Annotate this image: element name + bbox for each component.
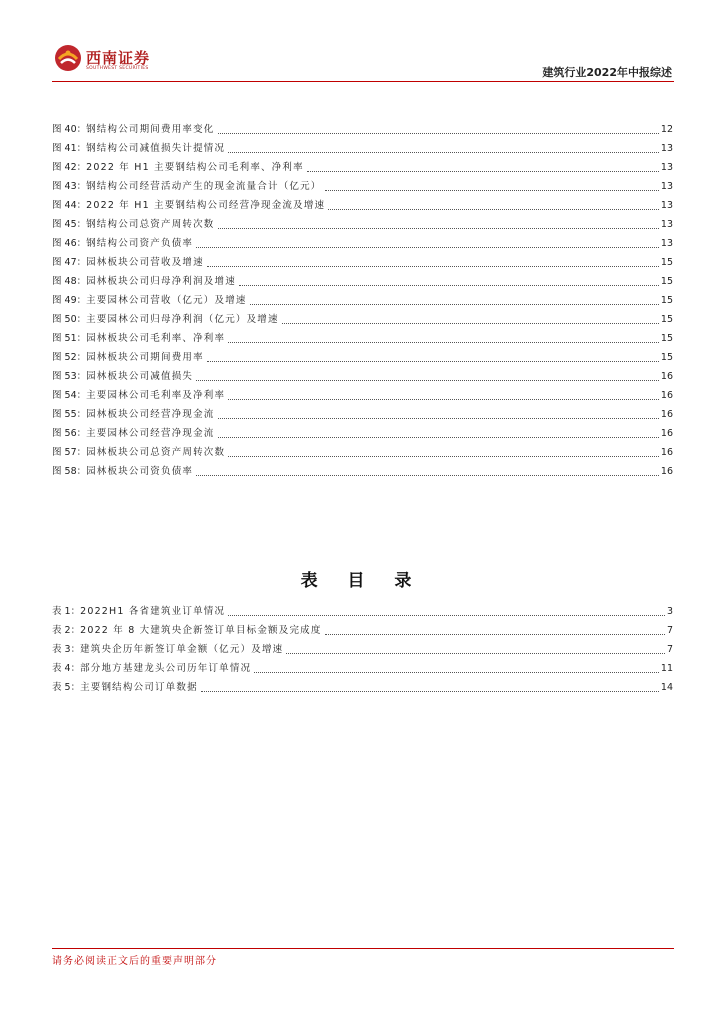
toc-entry-page: 13	[660, 200, 673, 211]
toc-entry-page: 13	[660, 143, 673, 154]
toc-entry-title: 钢结构公司减值损失计提情况	[86, 143, 226, 154]
toc-leader-dots	[282, 323, 659, 324]
toc-leader-dots	[218, 228, 659, 229]
toc-entry-label: 图 48：	[52, 276, 87, 287]
toc-entry-title: 部分地方基建龙头公司历年订单情况	[80, 663, 252, 674]
company-logo	[54, 44, 154, 76]
toc-entry-page: 16	[660, 466, 673, 477]
toc-leader-dots	[228, 399, 659, 400]
toc-entry-title: 2022 年 H1 主要钢结构公司毛利率、净利率	[86, 162, 304, 173]
toc-entry-title: 主要园林公司归母净利润（亿元）及增速	[86, 314, 279, 325]
toc-entry-title: 园林板块公司营收及增速	[86, 257, 204, 268]
footer-disclaimer: 请务必阅读正文后的重要声明部分	[52, 956, 217, 967]
report-title: 建筑行业2022年中报综述	[542, 66, 672, 79]
toc-entry-page: 13	[660, 238, 673, 249]
toc-entry-title: 主要园林公司营收（亿元）及增速	[86, 295, 247, 306]
toc-entry-title: 园林板块公司减值损失	[86, 371, 194, 382]
toc-leader-dots	[239, 285, 659, 286]
toc-entry[interactable]	[52, 659, 673, 678]
toc-entry-page: 14	[660, 682, 673, 693]
toc-entry-label: 图 42：	[52, 162, 87, 173]
toc-entry-title: 钢结构公司总资产周转次数	[86, 219, 215, 230]
toc-entry[interactable]	[52, 443, 673, 462]
toc-entry-label: 图 55：	[52, 409, 87, 420]
toc-leader-dots	[228, 615, 665, 616]
toc-entry-page: 13	[660, 219, 673, 230]
toc-entry-page: 16	[660, 409, 673, 420]
toc-entry[interactable]	[52, 602, 673, 621]
toc-entry-title: 园林板块公司经营净现金流	[86, 409, 215, 420]
toc-leader-dots	[250, 304, 659, 305]
toc-leader-dots	[328, 209, 659, 210]
toc-leader-dots	[254, 672, 659, 673]
page-header	[0, 0, 724, 84]
toc-entry-page: 15	[660, 257, 673, 268]
toc-leader-dots	[218, 418, 659, 419]
toc-entry-page: 15	[660, 314, 673, 325]
toc-entry-title: 园林板块公司总资产周转次数	[86, 447, 226, 458]
toc-entry-page: 13	[660, 162, 673, 173]
toc-entry-title: 园林板块公司归母净利润及增速	[86, 276, 236, 287]
toc-leader-dots	[286, 653, 665, 654]
toc-entry-page: 16	[660, 447, 673, 458]
toc-entry-label: 表 5：	[52, 682, 81, 693]
toc-entry[interactable]	[52, 386, 673, 405]
toc-entry-label: 表 2：	[52, 625, 81, 636]
toc-entry-label: 表 1：	[52, 606, 81, 617]
logo-emblem-icon	[54, 44, 82, 72]
toc-entry[interactable]	[52, 234, 673, 253]
toc-entry-label: 图 41：	[52, 143, 87, 154]
toc-entry-label: 图 54：	[52, 390, 87, 401]
toc-entry-label: 图 43：	[52, 181, 87, 192]
figure-toc-list	[52, 120, 673, 481]
toc-entry-title: 园林板块公司资负债率	[86, 466, 194, 477]
toc-entry-title: 钢结构公司资产负债率	[86, 238, 194, 249]
toc-entry-label: 图 45：	[52, 219, 87, 230]
toc-entry-page: 15	[660, 352, 673, 363]
toc-entry-label: 图 53：	[52, 371, 87, 382]
table-toc-heading: 表 目 录	[300, 571, 424, 591]
toc-entry-label: 图 50：	[52, 314, 87, 325]
header-divider	[52, 81, 674, 82]
toc-entry[interactable]	[52, 348, 673, 367]
toc-entry-page: 11	[660, 663, 673, 674]
toc-entry-title: 主要园林公司经营净现金流	[86, 428, 215, 439]
toc-entry[interactable]	[52, 329, 673, 348]
toc-entry-title: 建筑央企历年新签订单金额（亿元）及增速	[80, 644, 284, 655]
toc-entry[interactable]	[52, 158, 673, 177]
toc-entry-page: 12	[660, 124, 673, 135]
toc-entry-page: 7	[666, 625, 673, 636]
toc-entry[interactable]	[52, 424, 673, 443]
toc-entry[interactable]	[52, 462, 673, 481]
toc-entry[interactable]	[52, 196, 673, 215]
toc-entry[interactable]	[52, 640, 673, 659]
toc-leader-dots	[218, 437, 659, 438]
toc-entry[interactable]	[52, 120, 673, 139]
toc-entry[interactable]	[52, 678, 673, 697]
toc-entry-page: 15	[660, 295, 673, 306]
toc-leader-dots	[196, 475, 659, 476]
toc-leader-dots	[325, 634, 665, 635]
toc-entry-title: 园林板块公司期间费用率	[86, 352, 204, 363]
toc-entry-page: 3	[666, 606, 673, 617]
toc-entry-page: 7	[666, 644, 673, 655]
toc-entry-label: 图 49：	[52, 295, 87, 306]
toc-entry-page: 16	[660, 428, 673, 439]
toc-entry-page: 16	[660, 371, 673, 382]
toc-entry[interactable]	[52, 139, 673, 158]
toc-leader-dots	[201, 691, 659, 692]
toc-leader-dots	[307, 171, 659, 172]
toc-leader-dots	[228, 456, 659, 457]
toc-entry-page: 16	[660, 390, 673, 401]
toc-entry-label: 图 58：	[52, 466, 87, 477]
toc-entry-title: 钢结构公司经营活动产生的现金流量合计（亿元）	[86, 181, 322, 192]
toc-entry[interactable]	[52, 253, 673, 272]
toc-entry-label: 表 4：	[52, 663, 81, 674]
toc-entry-title: 2022 年 H1 主要钢结构公司经营净现金流及增速	[86, 200, 326, 211]
toc-leader-dots	[196, 247, 659, 248]
logo-chinese-name: 西南证券	[86, 49, 151, 67]
toc-entry-title: 园林板块公司毛利率、净利率	[86, 333, 226, 344]
toc-entry-label: 表 3：	[52, 644, 81, 655]
toc-leader-dots	[325, 190, 659, 191]
toc-entry-label: 图 40：	[52, 124, 87, 135]
toc-leader-dots	[207, 361, 659, 362]
toc-entry-title: 主要园林公司毛利率及净利率	[86, 390, 226, 401]
toc-entry-page: 15	[660, 276, 673, 287]
toc-entry[interactable]	[52, 215, 673, 234]
toc-entry-label: 图 56：	[52, 428, 87, 439]
toc-entry-page: 13	[660, 181, 673, 192]
toc-leader-dots	[228, 342, 659, 343]
toc-entry[interactable]	[52, 177, 673, 196]
toc-leader-dots	[196, 380, 659, 381]
toc-leader-dots	[207, 266, 659, 267]
toc-leader-dots	[228, 152, 659, 153]
toc-entry-label: 图 46：	[52, 238, 87, 249]
toc-entry-title: 2022H1 各省建筑业订单情况	[80, 606, 226, 617]
toc-entry-title: 主要钢结构公司订单数据	[80, 682, 198, 693]
toc-entry-label: 图 47：	[52, 257, 87, 268]
toc-entry-label: 图 52：	[52, 352, 87, 363]
toc-entry[interactable]	[52, 367, 673, 386]
toc-entry-title: 钢结构公司期间费用率变化	[86, 124, 215, 135]
toc-entry-page: 15	[660, 333, 673, 344]
logo-english-name: SOUTHWEST SECURITIES	[86, 66, 149, 71]
toc-entry-label: 图 51：	[52, 333, 87, 344]
toc-entry-title: 2022 年 8 大建筑央企新签订单目标金额及完成度	[80, 625, 322, 636]
footer-divider	[52, 948, 674, 949]
toc-entry[interactable]	[52, 272, 673, 291]
toc-entry[interactable]	[52, 310, 673, 329]
toc-entry[interactable]	[52, 621, 673, 640]
toc-entry-label: 图 57：	[52, 447, 87, 458]
toc-leader-dots	[218, 133, 659, 134]
table-toc-list	[52, 602, 673, 697]
toc-entry-label: 图 44：	[52, 200, 87, 211]
toc-entry[interactable]	[52, 291, 673, 310]
toc-entry[interactable]	[52, 405, 673, 424]
